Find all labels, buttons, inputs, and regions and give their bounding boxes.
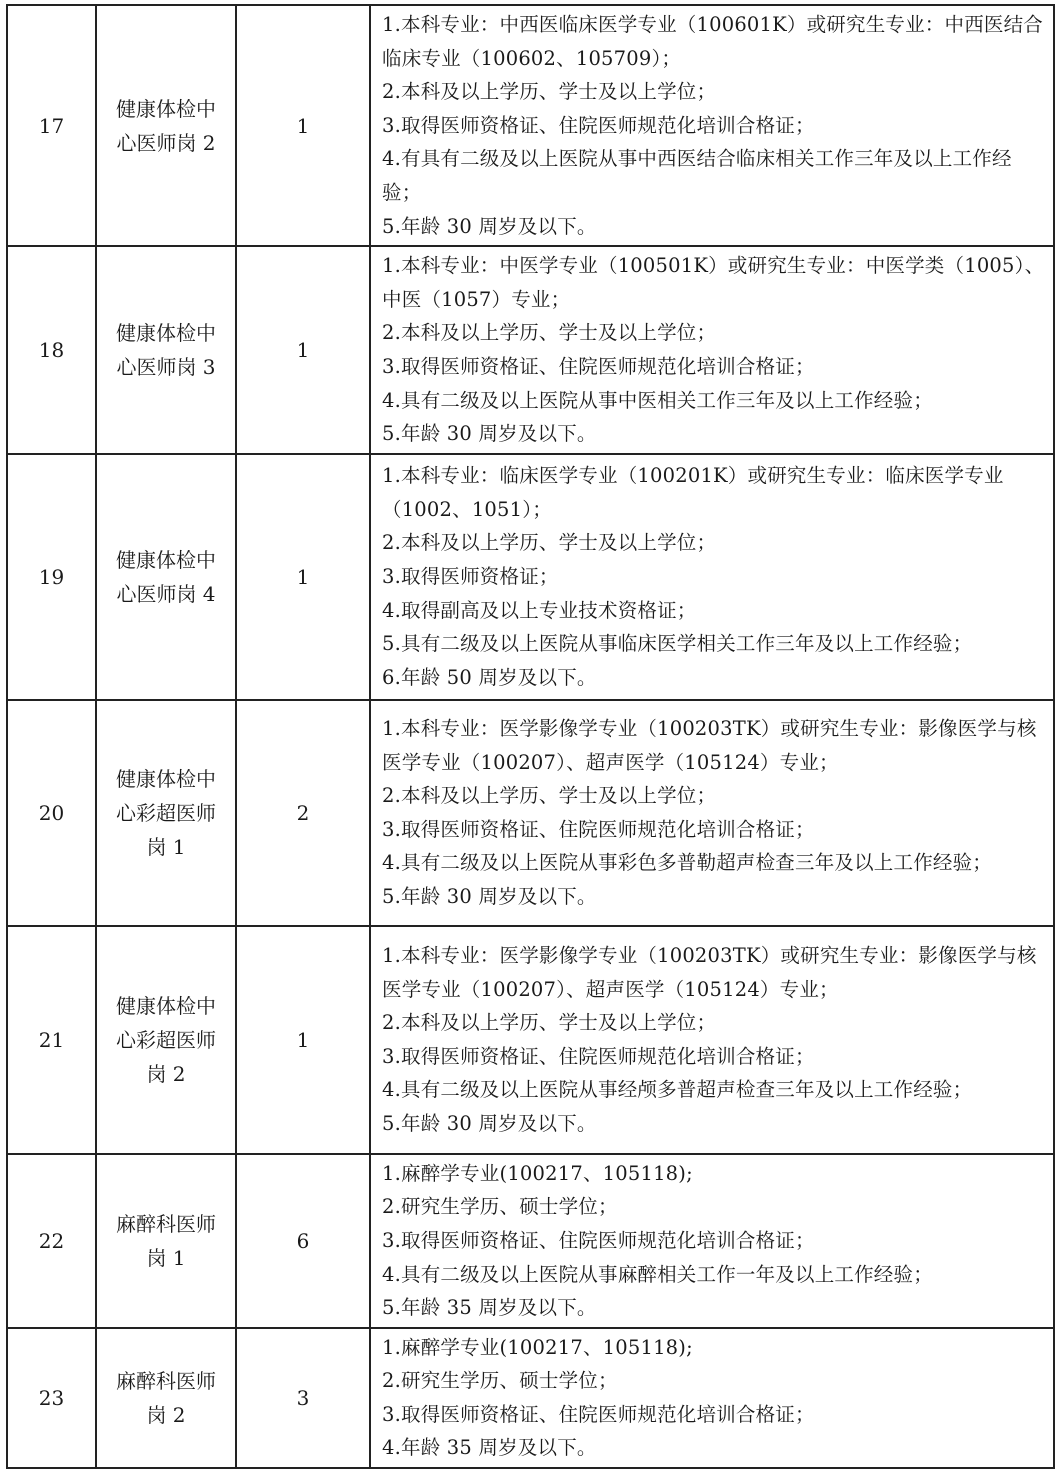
table-row xyxy=(7,246,1054,454)
requirements-cell xyxy=(370,1328,1054,1468)
table-row xyxy=(7,5,1054,246)
position-name: 健康体检中心医师岗 4 xyxy=(96,454,236,700)
hire-count: 1 xyxy=(236,246,370,454)
requirement-line: 2.研究生学历、硕士学位； xyxy=(382,1195,618,1219)
hire-count: 2 xyxy=(236,700,370,926)
requirement-line: 4.取得副高及以上专业技术资格证； xyxy=(382,598,697,622)
requirement-line: 5.年龄 30 周岁及以下。 xyxy=(382,884,597,908)
row-number: 19 xyxy=(7,454,96,700)
requirement-line: 4.有具有二级及以上医院从事中西医结合临床相关工作三年及以上工作经验； xyxy=(382,147,1012,204)
position-name: 健康体检中心医师岗 2 xyxy=(96,5,236,246)
row-number: 18 xyxy=(7,246,96,454)
requirement-line: 3.取得医师资格证； xyxy=(382,564,559,588)
requirement-line: 2.本科及以上学历、学士及以上学位； xyxy=(382,1011,717,1035)
position-name: 健康体检中心彩超医师岗 2 xyxy=(96,926,236,1154)
requirement-line: 3.取得医师资格证、住院医师规范化培训合格证； xyxy=(382,354,815,378)
requirement-line: 3.取得医师资格证、住院医师规范化培训合格证； xyxy=(382,1044,815,1068)
row-number: 21 xyxy=(7,926,96,1154)
table-row xyxy=(7,454,1054,700)
requirement-line: 1.本科专业：中医学专业（100501K）或研究生专业：中医学类（1005）、中医（1057）专业； xyxy=(382,254,1045,311)
row-number: 20 xyxy=(7,700,96,926)
requirement-line: 2.本科及以上学历、学士及以上学位； xyxy=(382,321,717,345)
position-name: 健康体检中心彩超医师岗 1 xyxy=(96,700,236,926)
requirement-line: 3.取得医师资格证、住院医师规范化培训合格证； xyxy=(382,113,815,137)
requirement-line: 5.年龄 30 周岁及以下。 xyxy=(382,214,597,238)
requirements-cell xyxy=(370,246,1054,454)
requirement-line: 2.本科及以上学历、学士及以上学位； xyxy=(382,80,717,104)
row-number: 23 xyxy=(7,1328,96,1468)
requirement-line: 4.具有二级及以上医院从事中医相关工作三年及以上工作经验； xyxy=(382,388,933,412)
position-name: 麻醉科医师岗 1 xyxy=(96,1154,236,1328)
requirement-line: 5.具有二级及以上医院从事临床医学相关工作三年及以上工作经验； xyxy=(382,632,973,656)
requirements-cell xyxy=(370,1154,1054,1328)
requirement-line: 1.麻醉学专业(100217、105118); xyxy=(382,1161,693,1185)
requirement-line: 5.年龄 30 周岁及以下。 xyxy=(382,1111,597,1135)
requirements-cell xyxy=(370,926,1054,1154)
position-name: 健康体检中心医师岗 3 xyxy=(96,246,236,454)
requirement-line: 2.研究生学历、硕士学位； xyxy=(382,1369,618,1393)
requirements-cell xyxy=(370,700,1054,926)
row-number: 22 xyxy=(7,1154,96,1328)
hire-count: 1 xyxy=(236,926,370,1154)
requirement-line: 4.年龄 35 周岁及以下。 xyxy=(382,1436,597,1460)
requirement-line: 4.具有二级及以上医院从事经颅多普超声检查三年及以上工作经验； xyxy=(382,1078,973,1102)
requirement-line: 4.具有二级及以上医院从事麻醉相关工作一年及以上工作经验； xyxy=(382,1262,933,1286)
requirement-line: 5.年龄 30 周岁及以下。 xyxy=(382,422,597,446)
requirement-line: 1.本科专业：临床医学专业（100201K）或研究生专业：临床医学专业（1002、1051）； xyxy=(382,464,1004,521)
table-row xyxy=(7,926,1054,1154)
requirements-cell xyxy=(370,5,1054,246)
table-row xyxy=(7,1154,1054,1328)
hire-count: 1 xyxy=(236,454,370,700)
table-row xyxy=(7,1328,1054,1468)
requirement-line: 3.取得医师资格证、住院医师规范化培训合格证； xyxy=(382,1402,815,1426)
table-row xyxy=(7,700,1054,926)
requirement-line: 4.具有二级及以上医院从事彩色多普勒超声检查三年及以上工作经验； xyxy=(382,851,993,875)
position-name: 麻醉科医师岗 2 xyxy=(96,1328,236,1468)
requirement-line: 3.取得医师资格证、住院医师规范化培训合格证； xyxy=(382,1228,815,1252)
requirement-line: 1.麻醉学专业(100217、105118); xyxy=(382,1335,693,1359)
requirement-line: 6.年龄 50 周岁及以下。 xyxy=(382,665,597,689)
requirement-line: 3.取得医师资格证、住院医师规范化培训合格证； xyxy=(382,817,815,841)
recruitment-table xyxy=(6,4,1055,1469)
requirement-line: 1.本科专业：医学影像学专业（100203TK）或研究生专业：影像医学与核医学专业（100207）、超声医学（105124）专业； xyxy=(382,716,1037,774)
table-body xyxy=(7,5,1054,1468)
hire-count: 3 xyxy=(236,1328,370,1468)
requirement-line: 1.本科专业：医学影像学专业（100203TK）或研究生专业：影像医学与核医学专业（100207）、超声医学（105124）专业； xyxy=(382,943,1037,1001)
hire-count: 6 xyxy=(236,1154,370,1328)
requirement-line: 5.年龄 35 周岁及以下。 xyxy=(382,1296,597,1320)
hire-count: 1 xyxy=(236,5,370,246)
requirement-line: 2.本科及以上学历、学士及以上学位； xyxy=(382,531,717,555)
row-number: 17 xyxy=(7,5,96,246)
requirement-line: 1.本科专业：中西医临床医学专业（100601K）或研究生专业：中西医结合临床专业（100602、105709）； xyxy=(382,13,1044,70)
requirement-line: 2.本科及以上学历、学士及以上学位； xyxy=(382,784,717,808)
requirements-cell xyxy=(370,454,1054,700)
